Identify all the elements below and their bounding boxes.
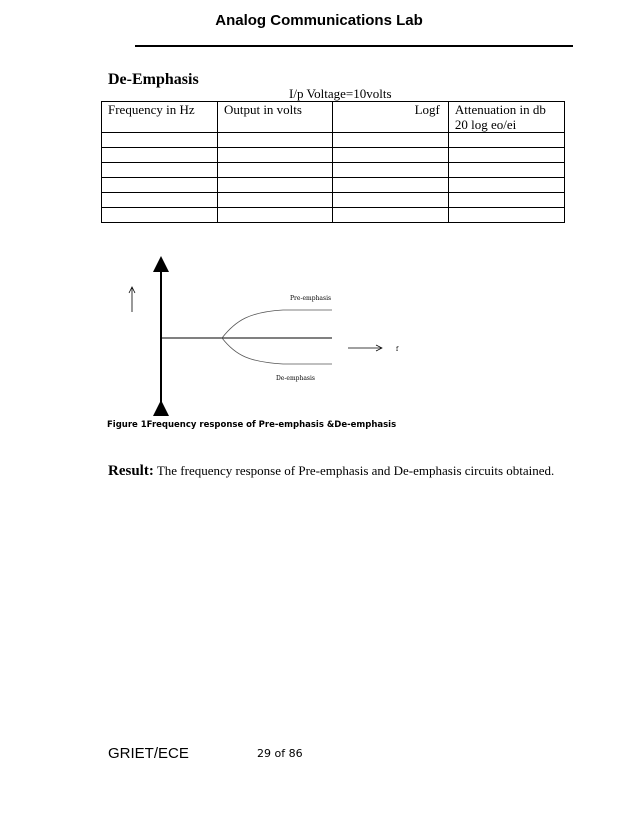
result-paragraph <box>108 463 554 480</box>
table-cell <box>102 193 218 208</box>
table-cell <box>217 163 332 178</box>
result-label: Result: <box>108 463 154 479</box>
table-cell <box>332 178 448 193</box>
page-header-title: Analog Communications Lab <box>215 12 423 29</box>
table-cell <box>217 193 332 208</box>
table-row <box>102 148 565 163</box>
result-text: The frequency response of Pre-emphasis and De-emphasis circuits obtained. <box>153 463 555 478</box>
table-cell <box>217 208 332 223</box>
pre-emphasis-curve <box>222 310 332 338</box>
table-row <box>102 133 565 148</box>
input-voltage-note: I/p Voltage=10volts <box>289 86 392 101</box>
table-cell <box>332 208 448 223</box>
table-header-row <box>102 102 565 133</box>
table-cell <box>102 133 218 148</box>
table-cell <box>217 178 332 193</box>
table-cell <box>332 163 448 178</box>
footer-department: GRIET/ECE <box>108 745 189 762</box>
header-divider <box>135 45 573 47</box>
table-cell <box>102 148 218 163</box>
header-attenuation <box>448 102 564 133</box>
footer-page-number: 29 of 86 <box>257 747 303 760</box>
table-cell <box>448 133 564 148</box>
header-output: Output in volts <box>217 102 332 133</box>
table-cell <box>332 133 448 148</box>
section-title: De-Emphasis <box>108 71 199 88</box>
table-cell <box>102 178 218 193</box>
frequency-axis-label: f <box>396 346 399 353</box>
table-row <box>102 163 565 178</box>
table-cell <box>217 133 332 148</box>
figure-caption: Figure 1Frequency response of Pre-emphasis &De-emphasis <box>107 420 397 430</box>
table-row <box>102 193 565 208</box>
table-cell <box>217 148 332 163</box>
header-attenuation-label: Attenuation in db <box>454 102 546 117</box>
frequency-response-figure <box>118 250 418 416</box>
table-cell <box>448 178 564 193</box>
table-row <box>102 208 565 223</box>
measurement-table <box>101 101 565 223</box>
header-frequency: Frequency in Hz <box>102 102 218 133</box>
pre-emphasis-label: Pre-emphasis <box>290 295 332 302</box>
table-cell <box>332 148 448 163</box>
table-row <box>102 178 565 193</box>
table-cell <box>332 193 448 208</box>
table-cell <box>102 208 218 223</box>
header-logf: Logf <box>332 102 448 133</box>
header-attenuation-formula: 20 log eo/ei <box>454 117 517 132</box>
table-cell <box>448 148 564 163</box>
de-emphasis-label: De-emphasis <box>276 375 315 382</box>
table-cell <box>102 163 218 178</box>
de-emphasis-curve <box>222 338 332 364</box>
table-cell <box>448 163 564 178</box>
table-cell <box>448 208 564 223</box>
table-cell <box>448 193 564 208</box>
